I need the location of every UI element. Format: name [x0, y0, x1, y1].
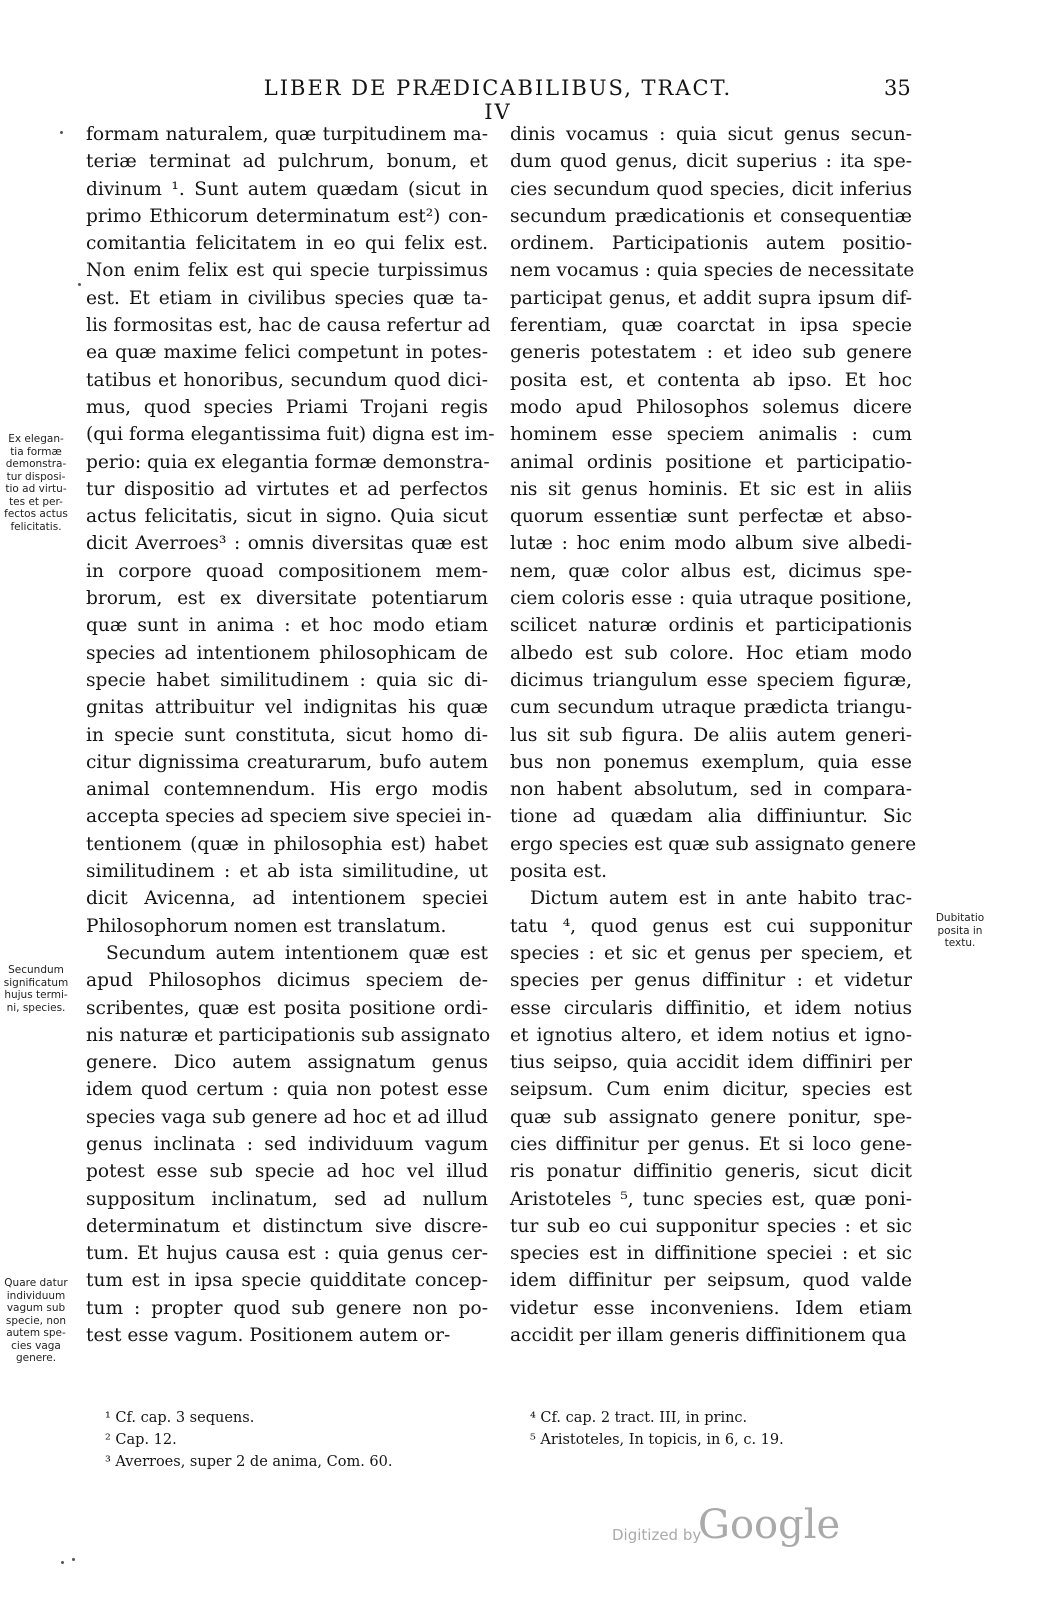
text-line: tione ad quædam alia diffiniuntur. Sic [510, 806, 912, 828]
text-line: secundum prædicationis et consequentiæ [510, 205, 912, 227]
marginal-note-line: posita in [937, 924, 983, 937]
text-line: genus inclinata : sed individuum vagum [86, 1133, 488, 1155]
margin-speck [61, 1561, 64, 1564]
text-line: (qui forma elegantissima fuit) digna est im- [86, 424, 495, 446]
google-logo: Google [698, 1502, 841, 1548]
text-line: ergo species est quæ sub assignato genere [510, 833, 917, 855]
text-line: cies secundum quod species, dicit inferius [510, 178, 912, 200]
marginal-note-line: significatum [3, 976, 69, 989]
text-line: apud Philosophos dicimus speciem de- [86, 970, 488, 992]
text-line: species est in diffinitione speciei : et sic [510, 1243, 912, 1265]
text-line: potest esse sub specie ad hoc vel illud [86, 1161, 488, 1183]
text-line: actus felicitatis, sicut in signo. Quia sicut [86, 506, 488, 528]
marginal-note-elegantia [3, 433, 69, 533]
footnote: ² Cap. 12. [105, 1432, 177, 1448]
text-line: non habent absolutum, sed in compara- [510, 779, 912, 801]
footnotes-left [105, 1407, 393, 1473]
watermark-prefix: Digitized by [612, 1526, 702, 1544]
marginal-note-line: ni, species. [6, 1001, 66, 1014]
text-line: in specie sunt constituta, sicut homo di- [86, 724, 488, 746]
text-line: species ad intentionem philosophicam de [86, 642, 488, 664]
text-line: ferentiam, quæ coarctat in ipsa specie [510, 315, 912, 337]
marginal-note-line: tia formæ [10, 445, 62, 458]
text-line: et ignotius altero, et idem notius et igno- [510, 1024, 912, 1046]
text-line: dicit Averroes³ : omnis diversitas quæ est [86, 533, 488, 555]
text-line: specie habet similitudinem : quia sic di- [86, 669, 488, 691]
running-header [0, 76, 1059, 124]
footnote: ¹ Cf. cap. 3 sequens. [105, 1410, 255, 1426]
footnote: ³ Averroes, super 2 de anima, Com. 60. [105, 1454, 393, 1470]
marginal-note-line: Dubitatio [935, 912, 985, 924]
text-line: tius seipso, quia accidit idem diffiniri per [510, 1052, 912, 1074]
text-line: species per genus diffinitur : et videtur [510, 970, 912, 992]
text-line: primo Ethicorum determinatum est²) con- [86, 205, 488, 227]
text-line: posita est. [510, 861, 607, 883]
marginal-note-line: cies vaga [11, 1339, 61, 1352]
text-line: dicit Avicenna, ad intentionem speciei [86, 888, 488, 910]
text-line: dum quod genus, dicit superius : ita spe- [510, 151, 912, 173]
margin-speck [72, 1558, 75, 1561]
text-line: tum est in ipsa specie quidditate concep- [86, 1270, 488, 1292]
right-text-column [510, 121, 917, 1349]
text-line: cies diffinitur per genus. Et si loco gene- [510, 1133, 912, 1155]
text-line: dicimus triangulum esse speciem figuræ, [510, 669, 912, 691]
text-line: tum : propter quod sub genere non po- [86, 1297, 488, 1319]
text-line: nem, quæ color albus est, dicimus spe- [510, 560, 912, 582]
text-line: lutæ : hoc enim modo album sive albedi- [510, 533, 912, 555]
text-line: participat genus, et addit supra ipsum dif- [510, 287, 912, 309]
marginal-note-line: felicitatis. [10, 520, 62, 533]
marginal-note-line: tur disposi- [6, 470, 66, 483]
text-line: albedo est sub colore. Hoc etiam modo [510, 642, 912, 664]
marginal-note-secundum [3, 964, 69, 1014]
marginal-note-line: fectos actus [4, 508, 68, 520]
text-line: idem diffinitur per seipsum, quod valde [510, 1270, 912, 1292]
text-line: ea quæ maxime felici competunt in potes- [86, 342, 488, 364]
marginal-note-line: autem spe- [6, 1327, 66, 1339]
text-line: lis formositas est, hac de causa refertur ad [86, 315, 491, 337]
marginal-note-line: individuum [6, 1289, 66, 1302]
text-line: mus, quod species Priami Trojani regis [86, 396, 488, 418]
text-line: quæ sunt in anima : et hoc modo etiam [86, 615, 488, 637]
text-line: videtur esse inconveniens. Idem etiam [510, 1297, 912, 1319]
text-line: species : et sic et genus per speciem, et [510, 942, 912, 964]
marginal-note-line: tio ad virtu- [5, 483, 67, 495]
text-line: ris ponatur diffinitio generis, sicut dicit [510, 1161, 912, 1183]
text-line: formam naturalem, quæ turpitudinem ma- [86, 124, 488, 145]
text-line: similitudinem : et ab ista similitudine, ut [86, 861, 488, 883]
text-line: brorum, est ex diversitate potentiarum [86, 588, 488, 610]
margin-speck [78, 283, 81, 286]
text-line: nis sit genus hominis. Et sic est in aliis [510, 478, 912, 500]
marginal-note-line: hujus termi- [4, 989, 68, 1001]
text-line: posita est, et contenta ab ipso. Et hoc [510, 369, 912, 391]
marginal-note-line: genere. [15, 1352, 57, 1364]
text-line: tatibus et honoribus, secundum quod dici- [86, 369, 488, 391]
marginal-note-line: Quare datur [4, 1277, 68, 1289]
text-line: divinum ¹. Sunt autem quædam (sicut in [86, 178, 488, 200]
footnotes-right [530, 1407, 784, 1451]
text-line: test esse vagum. Positionem autem or- [86, 1325, 451, 1347]
text-line: comitantia felicitatem in eo qui felix est. [86, 233, 488, 255]
text-line: Non enim felix est qui specie turpissimus [86, 260, 488, 282]
marginal-note-line: Ex elegan- [8, 433, 64, 445]
margin-speck [60, 131, 63, 134]
text-line: perio: quia ex elegantia formæ demonstra- [86, 451, 490, 473]
text-line: in corpore quoad compositionem mem- [86, 560, 488, 582]
footnote: ⁵ Aristoteles, In topicis, in 6, c. 19. [530, 1432, 784, 1448]
text-line: quæ sub assignato genere ponitur, spe- [510, 1106, 912, 1128]
text-line: species vaga sub genere ad hoc et ad illud [86, 1106, 488, 1128]
text-line: ciem coloris esse : quia utraque positione, [510, 588, 912, 610]
text-line: Philosophorum nomen est translatum. [86, 915, 447, 937]
text-line: quorum essentiæ sunt perfectæ et abso- [510, 506, 912, 528]
text-line: idem quod certum : quia non potest esse [86, 1079, 488, 1101]
text-line: Secundum autem intentionem quæ est [106, 942, 488, 964]
text-line: est. Et etiam in civilibus species quæ ta- [86, 287, 488, 309]
text-line: animal ordinis positione et participatio- [510, 451, 912, 473]
left-text-column [86, 121, 495, 1349]
text-line: dinis vocamus : quia sicut genus secun- [510, 124, 912, 145]
marginal-note-quare [3, 1277, 69, 1365]
text-line: tentionem (quæ in philosophia est) habet [86, 833, 488, 855]
marginal-note-line: tes et per- [9, 495, 63, 508]
marginal-note-line: specie, non [5, 1314, 67, 1327]
text-line: teriæ terminat ad pulchrum, bonum, et [86, 151, 488, 173]
running-title: LIBER DE PRÆDICABILIBUS, TRACT. IV [263, 76, 733, 124]
text-line: tur sub eo cui supponitur species : et sic [510, 1215, 912, 1237]
footnote: ⁴ Cf. cap. 2 tract. III, in princ. [530, 1410, 748, 1426]
text-line: hominem esse speciem animalis : cum [510, 424, 912, 446]
text-line: animal contemnendum. His ergo modis [86, 779, 488, 801]
text-line: generis potestatem : et ideo sub genere [510, 342, 912, 364]
text-line: modo apud Philosophos solemus dicere [510, 396, 912, 418]
marginal-note-line: demonstra- [5, 458, 67, 470]
text-line: tatu ⁴, quod genus est cui supponitur [510, 915, 912, 937]
marginal-note-line: textu. [944, 937, 976, 949]
text-line: Dictum autem est in ante habito trac- [530, 888, 912, 910]
text-line: tum. Et hujus causa est : quia genus cer- [86, 1243, 488, 1265]
text-line: seipsum. Cum enim dicitur, species est [510, 1079, 912, 1101]
text-line: gnitas attribuitur vel indignitas his quæ [86, 697, 488, 719]
text-line: accidit per illam generis diffinitionem qua [510, 1325, 907, 1347]
text-line: citur dignissima creaturarum, bufo autem [86, 751, 488, 773]
marginal-note-line: vagum sub [6, 1302, 66, 1314]
text-line: genere. Dico autem assignatum genus [86, 1052, 488, 1074]
text-line: Aristoteles ⁵, tunc species est, quæ poni- [510, 1188, 912, 1210]
text-line: lus sit sub figura. De aliis autem generi- [510, 724, 912, 746]
text-line: ordinem. Participationis autem positio- [510, 233, 912, 255]
text-line: cum secundum utraque prædicta triangu- [510, 697, 912, 719]
page-number: 35 [884, 76, 911, 100]
marginal-note-dubitatio [922, 912, 998, 950]
text-line: tur dispositio ad virtutes et ad perfectos [86, 478, 488, 500]
text-line: bus non ponemus exemplum, quia esse [510, 751, 912, 773]
text-line: nis naturæ et participationis sub assignato [86, 1024, 491, 1046]
text-line: nem vocamus : quia species de necessitate [510, 260, 915, 282]
text-line: scilicet naturæ ordinis et participationis [510, 615, 912, 637]
text-line: determinatum et distinctum sive discre- [86, 1215, 488, 1237]
text-line: esse circularis diffinitio, et idem notius [510, 997, 912, 1019]
text-line: accepta species ad speciem sive speciei in- [86, 806, 492, 828]
marginal-note-line: Secundum [8, 964, 64, 976]
text-line: scribentes, quæ est posita positione ordi- [86, 997, 488, 1019]
text-line: suppositum inclinatum, sed ad nullum [86, 1188, 488, 1210]
